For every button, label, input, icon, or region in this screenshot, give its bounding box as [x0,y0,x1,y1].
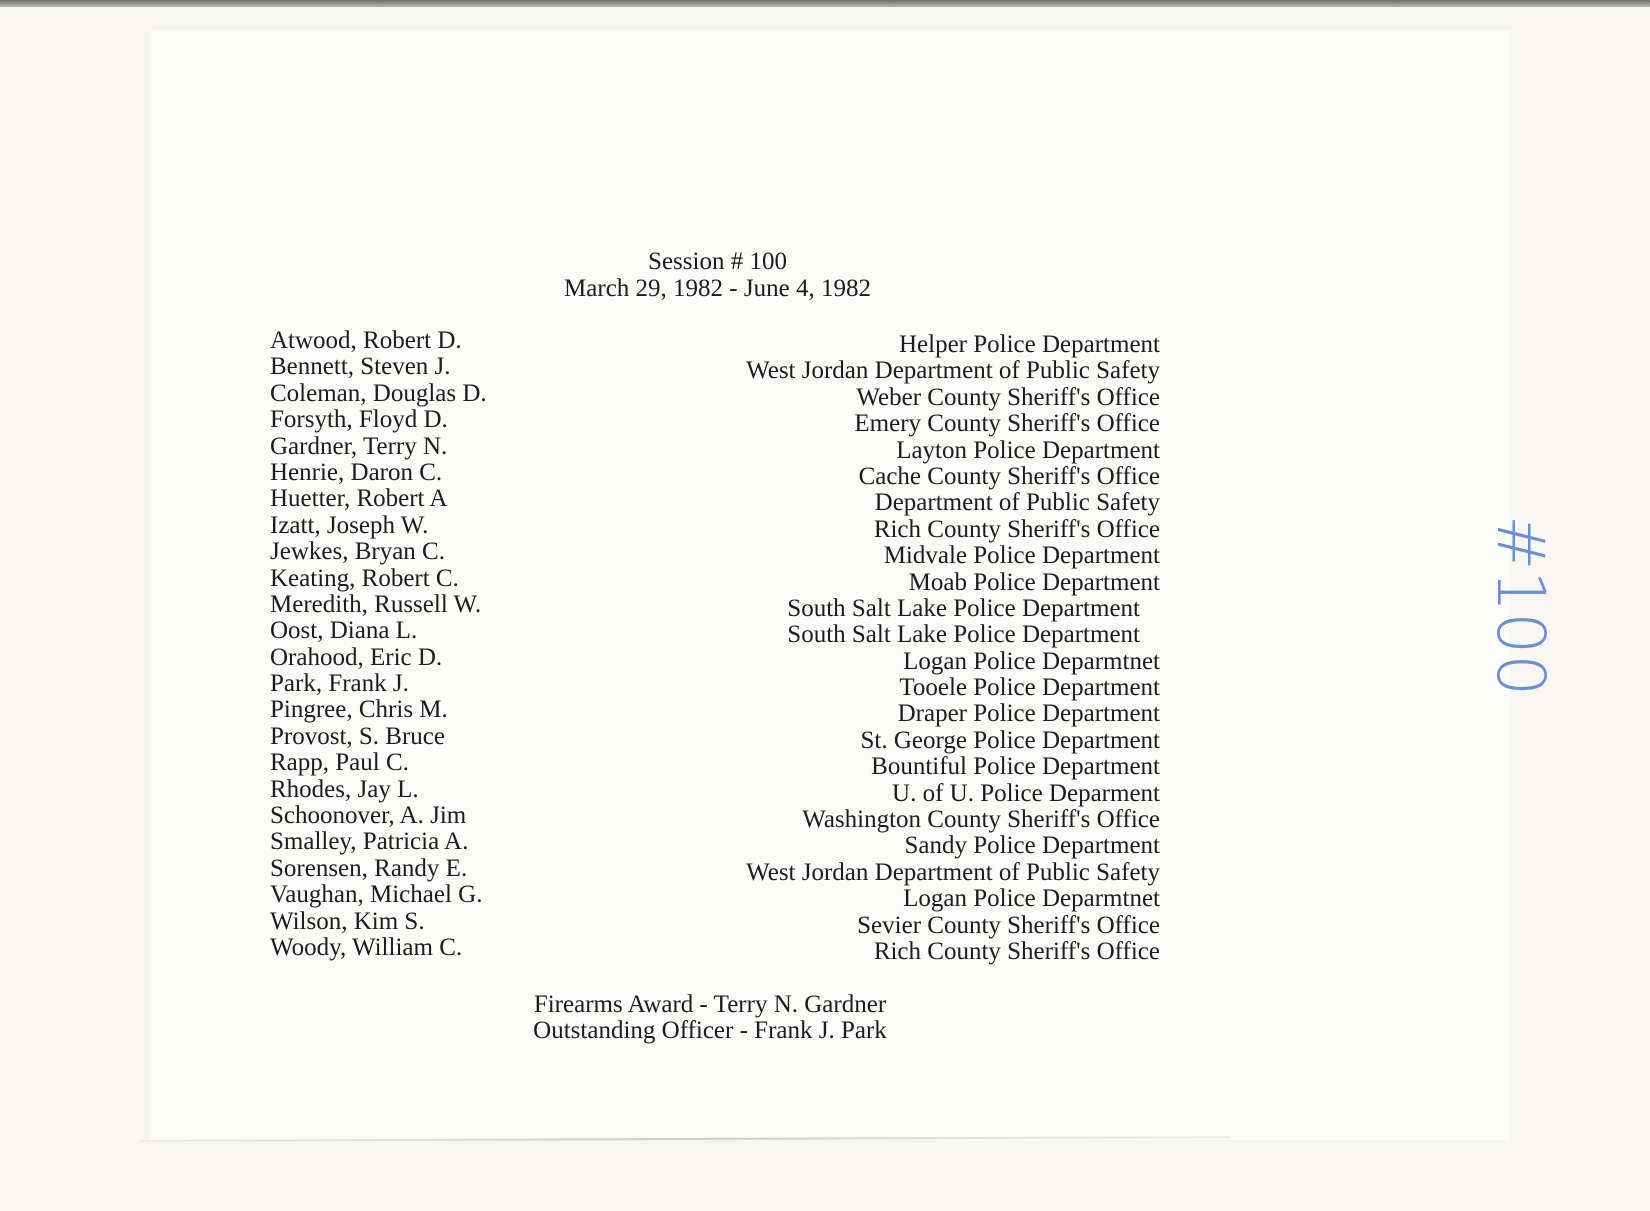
officer-name: Smalley, Patricia A. [270,828,469,856]
officer-name: Gardner, Terry N. [270,432,448,460]
department-name: Weber County Sheriff's Office [856,383,1160,411]
officer-name: Wilson, Kim S. [270,907,425,935]
officer-name: Atwood, Robert D. [270,327,462,354]
officer-name: Bennett, Steven J. [270,353,451,381]
handwritten-session-number: #100 [1482,515,1559,697]
officer-name: Schoonover, A. Jim [270,802,467,830]
officer-name: Sorensen, Randy E. [270,854,468,882]
department-name: West Jordan Department of Public Safety [746,357,1160,385]
officer-name: Rapp, Paul C. [270,749,409,777]
officer-names-column [270,328,570,961]
department-name: Midvale Police Department [883,542,1160,570]
session-dates: March 29, 1982 - June 4, 1982 [564,275,871,302]
department-name: Draper Police Department [897,700,1160,728]
department-name: Layton Police Department [896,436,1160,464]
officer-name: Park, Frank J. [270,670,409,698]
officer-name: Pingree, Chris M. [270,696,448,724]
department-name: Washington County Sheriff's Office [802,806,1160,834]
department-name: Emery County Sheriff's Office [854,410,1160,438]
department-name: Logan Police Deparmtnet [903,885,1160,913]
officer-name: Jewkes, Bryan C. [270,538,445,566]
departments-column [680,332,1160,965]
session-header [500,248,935,302]
officer-name: Rhodes, Jay L. [270,775,419,803]
session-title: Session # 100 [648,248,787,275]
officer-name: Henrie, Daron C. [270,458,443,486]
awards-section [490,992,930,1044]
department-name: South Salt Lake Police Department [787,594,1140,622]
officer-name: Coleman, Douglas D. [270,379,487,407]
scan-top-edge [0,0,1650,7]
officer-name: Forsyth, Floyd D. [270,406,448,434]
department-name: Rich County Sheriff's Office [873,937,1160,965]
officer-name: Woody, William C. [270,933,463,961]
department-name: Rich County Sheriff's Office [873,515,1160,543]
officer-name: Keating, Robert C. [270,564,459,592]
department-name: South Salt Lake Police Department [787,621,1140,649]
department-name: Department of Public Safety [874,489,1160,517]
department-name: Bountiful Police Department [871,753,1160,781]
department-name: Cache County Sheriff's Office [858,462,1160,490]
department-name: Logan Police Deparmtnet [903,647,1160,675]
department-name: U. of U. Police Deparment [892,779,1160,807]
firearms-award: Firearms Award - Terry N. Gardner [533,991,887,1018]
officer-name: Izatt, Joseph W. [270,511,429,539]
department-name: Tooele Police Department [899,674,1160,702]
officer-name: Orahood, Eric D. [270,643,443,671]
officer-name: Provost, S. Bruce [270,722,445,750]
officer-name: Oost, Diana L. [270,617,418,645]
department-name: Helper Police Department [898,331,1160,358]
department-name: West Jordan Department of Public Safety [746,858,1160,886]
officer-name: Meredith, Russell W. [270,590,482,618]
officer-name: Vaughan, Michael G. [270,881,483,909]
department-name: Sandy Police Department [904,832,1160,860]
officer-name: Huetter, Robert A [270,485,448,513]
outstanding-officer-award: Outstanding Officer - Frank J. Park [533,1017,887,1044]
department-name: Moab Police Department [908,568,1160,596]
department-name: St. George Police Department [860,726,1160,754]
department-name: Sevier County Sheriff's Office [857,911,1160,939]
